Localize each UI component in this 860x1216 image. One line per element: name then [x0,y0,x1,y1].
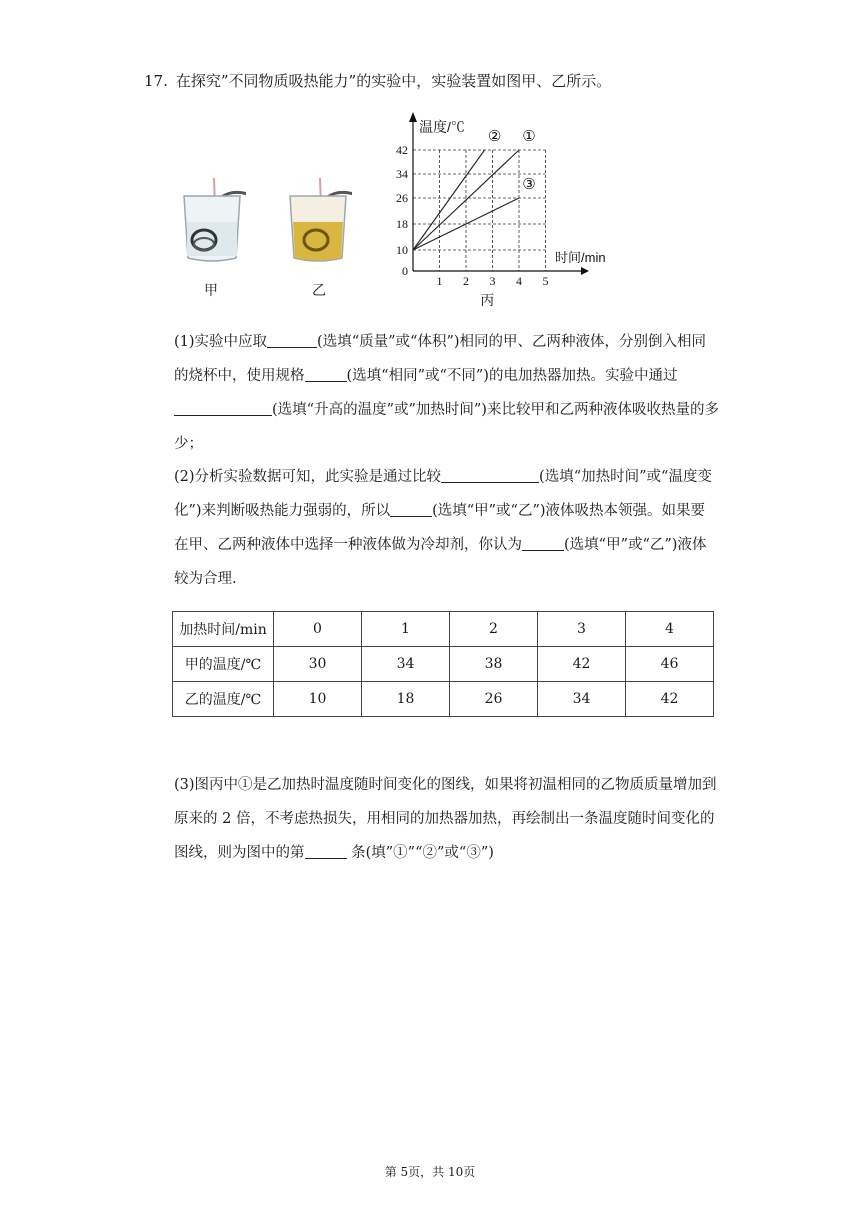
y-tick-label: 42 [396,143,408,157]
question-number: 17. [144,72,168,90]
beaker-yi-label: 乙 [312,283,326,299]
table-cell: 34 [538,682,626,717]
part3-text-b: 条(填”①”“②”或“③”) [351,845,494,861]
answer-blank-4[interactable] [441,466,539,483]
part3-text-a: (3)图丙中①是乙加热时温度随时间变化的图线，如果将初温相同的乙物质质量增加到原来的 2 倍，不考虑热损失，用相同的加热器加热，再绘制出一条温度随时间变化的图线，则为图中的第 [174,777,717,861]
x-tick-label: 3 [489,274,496,288]
answer-blank-2[interactable] [305,365,347,382]
part2-text-a: (2)分析实验数据可知，此实验是通过比较 [174,469,442,485]
page-footer: 第 5页，共 10页 [384,1165,476,1179]
part2-paragraph [174,460,719,596]
x-tick-label: 4 [516,274,522,288]
question-title [144,70,611,91]
answer-blank-1[interactable] [267,331,317,348]
y-tick-label: 26 [396,191,408,205]
x-tick-label: 2 [463,274,469,288]
part1-text-d: (选填“升高的温度”或”加热时间”)来比较甲和乙两种液体吸收热量的多少； [174,402,719,452]
table-cell: 2 [450,612,538,647]
part1-text-c: (选填“相同”或“不同”)的电加热器加热。实验中通过 [346,368,678,384]
part2-text-d: (选填“甲”或“乙”)液体较为合理. [174,537,707,587]
x-tick-label: 1 [436,274,443,288]
table-cell: 1 [362,612,450,647]
part1-text-b: (选填“质量”或“体积”)相同的甲、乙两种液体，分别倒入相同的烧杯中，使用规格 [174,334,707,384]
beaker-yi-illustration [284,178,352,263]
table-row-header: 乙的温度/℃ [173,682,274,717]
series-label: ① [522,127,536,145]
y-axis-arrow [409,112,417,122]
y-axis-label: 温度/℃ [419,119,465,135]
series-label: ② [487,127,502,145]
experiment-figure [170,108,630,318]
x-axis-arrow [581,267,589,275]
table-cell: 38 [450,647,538,682]
table-cell: 42 [626,682,714,717]
series-line [413,150,485,250]
temperature-time-chart [385,108,630,318]
table-cell: 0 [274,612,362,647]
part1-text-a: (1)实验中应取 [174,334,268,350]
table-cell: 3 [538,612,626,647]
answer-blank-7[interactable] [305,842,347,859]
y-tick-label: 0 [402,264,408,278]
part1-paragraph [174,325,719,461]
table-cell: 10 [274,682,362,717]
beaker-jia-label: 甲 [204,283,218,299]
answer-blank-5[interactable] [390,500,432,517]
data-table [172,611,714,717]
question-stem: 在探究”不同物质吸热能力”的实验中，实验装置如图甲、乙所示。 [175,72,612,90]
y-tick-label: 18 [396,217,408,231]
table-row-header: 甲的温度/℃ [173,647,274,682]
x-axis-label: 时间/min [555,250,606,265]
answer-blank-6[interactable] [522,534,564,551]
table-cell: 34 [362,647,450,682]
y-tick-label: 10 [396,243,408,257]
x-tick-label: 5 [542,274,549,288]
table-row-header: 加热时间/min [173,612,274,647]
table-cell: 26 [450,682,538,717]
part2-text-b: (选填“加热时间”或“温度变化”)来判断吸热能力强弱的，所以 [174,469,712,519]
beaker-jia-illustration [178,178,246,263]
answer-blank-3[interactable] [174,399,272,416]
part2-text-c: (选填“甲”或“乙”)液体吸热本领强。如果要在甲、乙两种液体中选择一种液体做为冷却剂，你认为 [174,503,706,553]
table-cell: 46 [626,647,714,682]
y-tick-label: 34 [396,167,408,181]
part3-paragraph [174,768,719,870]
table-cell: 42 [538,647,626,682]
table-row [173,682,714,717]
table-cell: 30 [274,647,362,682]
chart-caption: 丙 [480,292,495,308]
series-label: ③ [522,175,536,193]
table-cell: 4 [626,612,714,647]
table-row [173,612,714,647]
table-cell: 18 [362,682,450,717]
table-row [173,647,714,682]
